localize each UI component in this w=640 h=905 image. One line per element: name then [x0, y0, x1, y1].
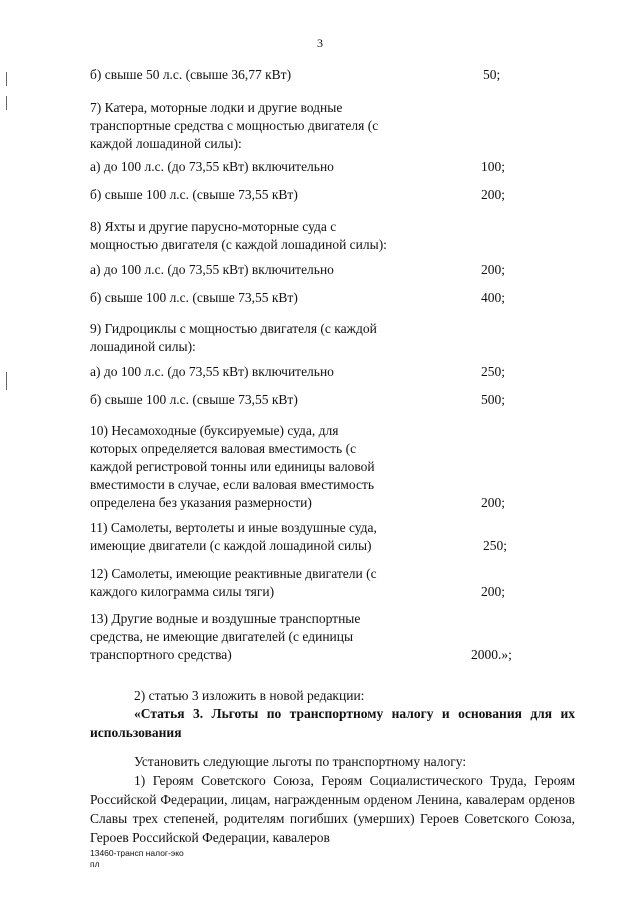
- rate-label: 10) Несамоходные (буксируемые) суда, для которых определяется валовая вместимость (с каждой регистровой тонны или единицы валовой вместимости в случае, если валовая вместимость определена без указания размерности): [90, 423, 375, 510]
- margin-marks: [6, 72, 10, 392]
- rate-value: 250;: [483, 538, 508, 553]
- rate-label: 12) Самолеты, имеющие реактивные двигатели (с каждого килограмма силы тяги): [90, 566, 377, 599]
- rate-value: 200;: [481, 584, 506, 599]
- rate-label: 11) Самолеты, вертолеты и иные воздушные суда, имеющие двигатели (с каждой лошадиной силы): [90, 520, 377, 553]
- rate-value: 250;: [481, 364, 506, 379]
- rate-value: 200;: [481, 187, 506, 202]
- benefit-paragraph: [90, 771, 575, 847]
- rate-value: 200;: [481, 262, 506, 277]
- rate-value: 400;: [481, 290, 506, 305]
- rate-label: а) до 100 л.с. (до 73,55 кВт) включительно: [90, 364, 334, 379]
- rate-label: б) свыше 100 л.с. (свыше 73,55 кВт): [90, 290, 298, 305]
- article-intro: [90, 686, 575, 705]
- page-number: 3: [317, 36, 323, 50]
- rate-label: а) до 100 л.с. (до 73,55 кВт) включительно: [90, 159, 334, 174]
- establish-paragraph: [90, 752, 575, 771]
- establish-text: Установить следующие льготы по транспортному налогу:: [134, 754, 467, 769]
- footer-note: 13460-трансп налог-эко пл: [90, 848, 184, 869]
- rate-label: а) до 100 л.с. (до 73,55 кВт) включительно: [90, 262, 334, 277]
- rate-value: 2000.»;: [471, 647, 512, 662]
- article-title-text: «Статья 3. Льготы по транспортному налогу и основания для их использования: [90, 706, 575, 740]
- rate-value: 200;: [481, 495, 506, 510]
- rate-value: 100;: [481, 159, 506, 174]
- rate-value: 50;: [483, 67, 501, 82]
- rate-category-label: 8) Яхты и другие парусно-моторные суда с мощностью двигателя (с каждой лошадиной силы):: [90, 219, 387, 252]
- rate-label: 13) Другие водные и воздушные транспортные средства, не имеющие двигателей (с единицы транспортного средства): [90, 611, 361, 662]
- rate-category-label: 7) Катера, моторные лодки и другие водные транспортные средства с мощностью двигателя (с каждой лошадиной силы):: [90, 100, 379, 151]
- article-intro-text: 2) статью 3 изложить в новой редакции:: [134, 688, 365, 703]
- benefit-text: 1) Героям Советского Союза, Героям Социалистического Труда, Героям Российской Федерации, лицам, награжденным орденом Ленина, кавалерам орденов Славы трех степеней, родителям погибших (умерших) Героев Советского Союза, Героев Российской Федерации, кавалеров: [90, 773, 575, 845]
- article-title: [90, 704, 575, 742]
- rate-label: б) свыше 100 л.с. (свыше 73,55 кВт): [90, 392, 298, 407]
- rate-label: б) свыше 50 л.с. (свыше 36,77 кВт): [90, 67, 292, 82]
- rate-label: б) свыше 100 л.с. (свыше 73,55 кВт): [90, 187, 298, 202]
- rate-value: 500;: [481, 392, 506, 407]
- rate-category-label: 9) Гидроциклы с мощностью двигателя (с каждой лошадиной силы):: [90, 321, 377, 354]
